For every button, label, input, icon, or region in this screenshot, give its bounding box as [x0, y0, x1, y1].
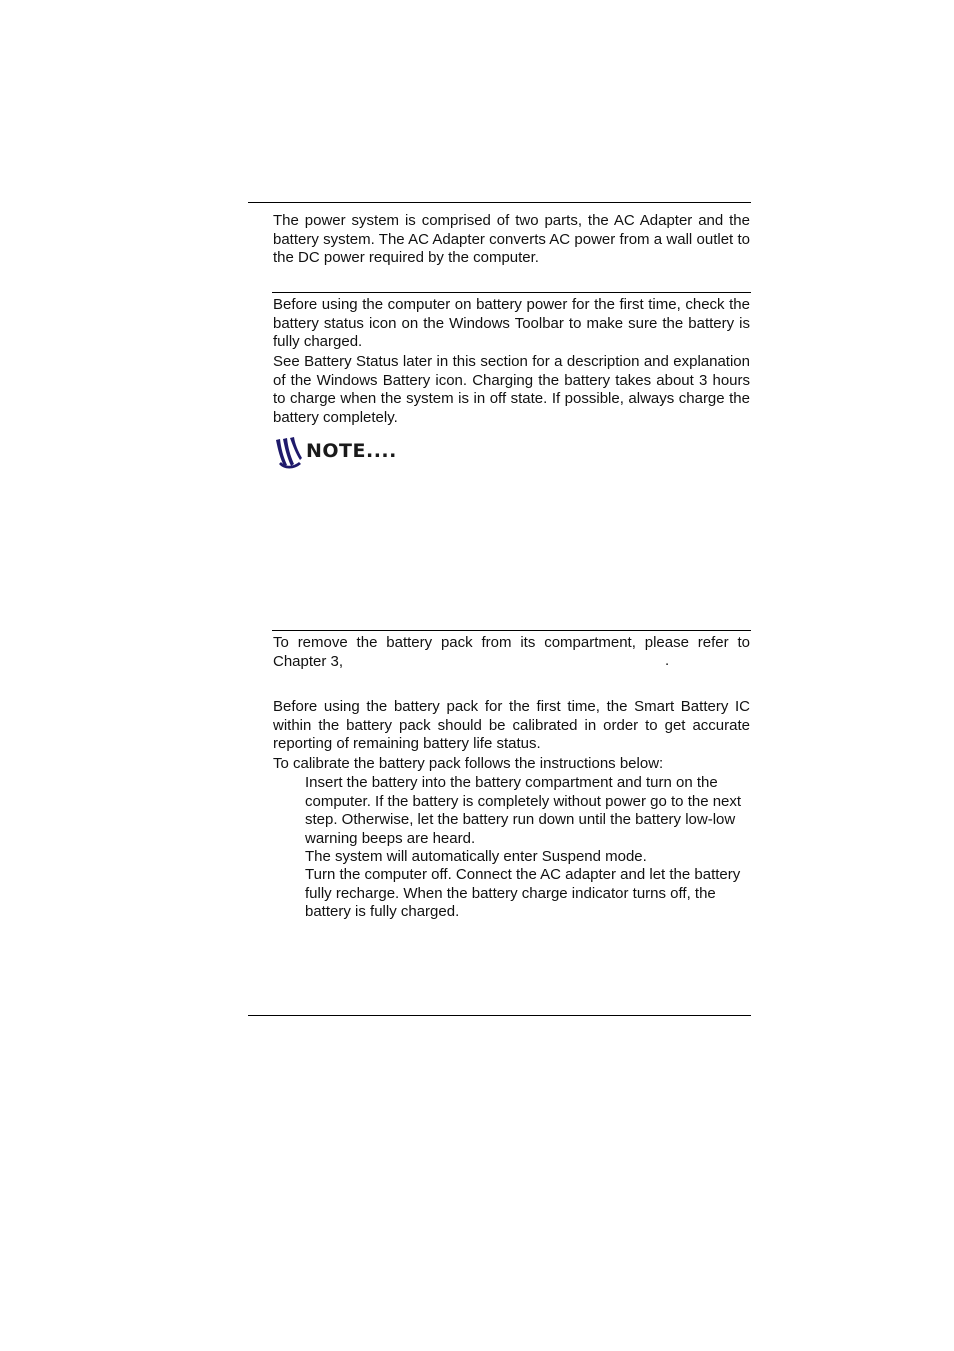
charging-paragraph-1: Before using the computer on battery power for the first time, check the battery status icon on the Windows Toolbar to make sure the battery is fully charged.	[273, 296, 750, 350]
note-pen-icon	[274, 436, 308, 470]
calibration-paragraph-1: Before using the battery pack for the first time, the Smart Battery IC within the battery pack should be calibrated in order to get accurate reporting of remaining battery life status.	[273, 698, 750, 752]
calibration-step-2: The system will automatically enter Suspend mode.	[305, 848, 647, 865]
intro-paragraph: The power system is comprised of two parts, the AC Adapter and the battery system. The AC Adapter converts AC power from a wall outlet to the DC power required by the computer.	[273, 212, 750, 266]
removal-trailing-period: .	[665, 652, 670, 669]
removal-paragraph: To remove the battery pack from its compartment, please refer to Chapter 3,	[273, 634, 750, 670]
calibration-step-3: Turn the computer off. Connect the AC adapter and let the battery fully recharge. When the battery charge indicator turns off, the battery is fully charged.	[305, 866, 741, 920]
section-rule-removal	[272, 630, 751, 631]
charging-paragraph-2: See Battery Status later in this section for a description and explanation of the Windows Battery icon. Charging the battery takes about 3 hours to charge when the system is in off state. If possible, always charge the battery completely.	[273, 353, 750, 426]
section-rule-charging	[272, 292, 751, 293]
calibration-step-1: Insert the battery into the battery compartment and turn on the computer. If the battery is completely without power go to the next step. Otherwise, let the battery run down until the battery low-low warning beeps are heard.	[305, 774, 742, 847]
top-rule	[248, 202, 751, 203]
bottom-rule	[248, 1015, 751, 1016]
note-label: NOTE....	[306, 440, 397, 462]
calibration-paragraph-2: To calibrate the battery pack follows the instructions below:	[273, 755, 664, 772]
